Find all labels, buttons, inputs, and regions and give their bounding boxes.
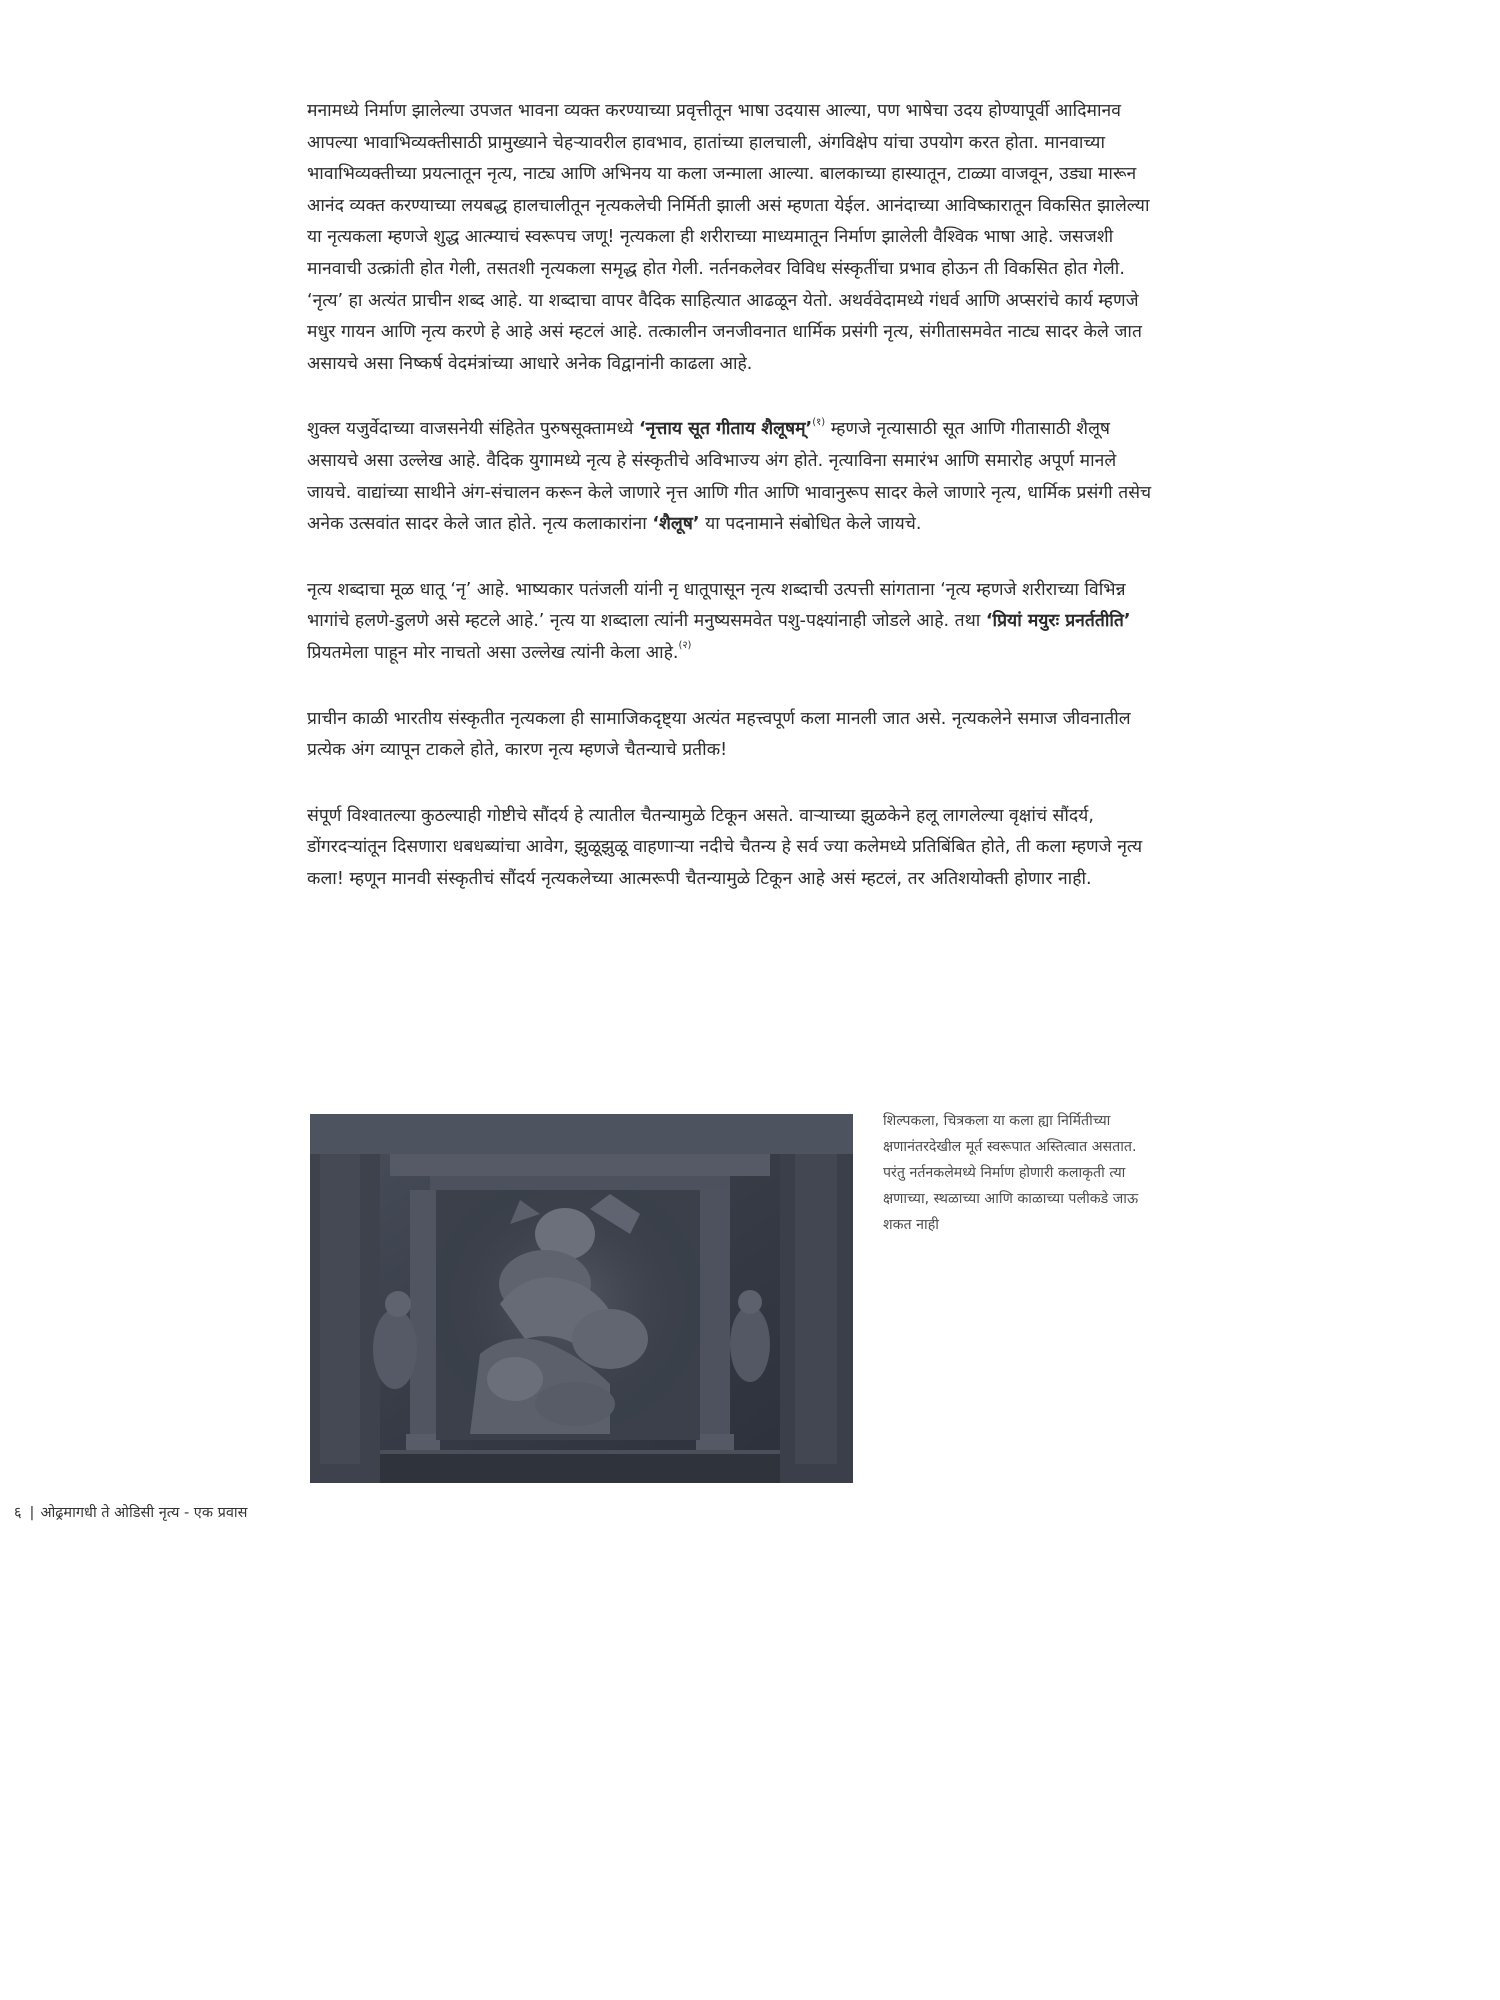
footnote-ref-2: (२) bbox=[678, 640, 692, 652]
photo-caption: शिल्पकला, चित्रकला या कला ह्या निर्मितीच्या क्षणानंतरदेखील मूर्त स्वरूपात अस्तित्वात असतात. परंतु नर्तनकलेमध्ये निर्माण होणारी कलाकृती त्या क्षणाच्या, स्थळाच्या आणि काळाच्या पलीकडे जाऊ शकत नाही bbox=[883, 1113, 1139, 1233]
footer-separator: | bbox=[29, 1505, 35, 1521]
term-shailush: ‘शैलूष’ bbox=[652, 514, 700, 535]
quote-priyam-mayurah: ‘प्रियां मयुरः प्रनर्ततीति’ bbox=[985, 611, 1131, 632]
page-number: ६ bbox=[14, 1505, 22, 1521]
temple-relief-illustration bbox=[310, 1114, 853, 1483]
paragraph-3 bbox=[307, 575, 1157, 670]
sculpture-photo bbox=[310, 1114, 853, 1483]
body-text bbox=[307, 96, 1157, 929]
paragraph-3-text-start: नृत्य शब्दाचा मूळ धातू ‘नृ’ आहे. भाष्यकार पतंजली यांनी नृ धातूपासून नृत्य शब्दाची उत्पत्ती सांगताना ‘नृत्य म्हणजे शरीराच्या विभिन्न भागांचे हलणे-डुलणे असे म्हटले आहे.’ नृत्य या शब्दाला त्यांनी मनुष्यसमवेत पशु-पक्ष्यांनाही जोडले आहे. तथा bbox=[307, 579, 1126, 632]
paragraph-4: प्राचीन काळी भारतीय संस्कृतीत नृत्यकला ही सामाजिकदृष्ट्या अत्यंत महत्त्वपूर्ण कला मानली जात असे. नृत्यकलेने समाज जीवनातील प्रत्येक अंग व्यापून टाकले होते, कारण नृत्य म्हणजे चैतन्याचे प्रतीक! bbox=[307, 708, 1131, 761]
page-footer bbox=[14, 1502, 247, 1522]
paragraph-2 bbox=[307, 414, 1157, 540]
paragraph-5: संपूर्ण विश्वातल्या कुठल्याही गोष्टीचे सौंदर्य हे त्यातील चैतन्यामुळे टिकून असते. वाऱ्याच्या झुळकेने हलू लागलेल्या वृक्षांचं सौंदर्य, डोंगरदऱ्यांतून दिसणारा धबधब्यांचा आवेग, झुळूझुळू वाहणाऱ्या नदीचे चैतन्य हे सर्व ज्या कलेमध्ये प्रतिबिंबित होते, ती कला म्हणजे नृत्य कला! म्हणून मानवी संस्कृतीचं सौंदर्य नृत्यकलेच्या आत्मरूपी चैतन्यामुळे टिकून आहे असं म्हटलं, तर अतिशयोक्ती होणार नाही. bbox=[307, 805, 1143, 889]
quote-nrittaya: ‘नृत्ताय सूत गीताय शैलूषम्’ bbox=[638, 419, 813, 440]
paragraph-3-text-end: प्रियतमेला पाहून मोर नाचतो असा उल्लेख त्यांनी केला आहे. bbox=[307, 642, 679, 663]
paragraph-2-text-end: या पदनामाने संबोधित केले जायचे. bbox=[699, 514, 922, 535]
book-title: ओढ्रमागधी ते ओडिसी नृत्य - एक प्रवास bbox=[40, 1505, 248, 1521]
paragraph-2-text-start: शुक्ल यजुर्वेदाच्या वाजसनेयी संहितेत पुरुषसूक्तामध्ये bbox=[307, 419, 639, 440]
paragraph-2-text-mid: म्हणजे नृत्यासाठी सूत आणि गीतासाठी शैलूष असायचे असा उल्लेख आहे. वैदिक युगामध्ये नृत्य हे संस्कृतीचे अविभाज्य अंग होते. नृत्याविना समारंभ आणि समारोह अपूर्ण मानले जायचे. वाद्यांच्या साथीने अंग-संचालन करून केले जाणारे नृत्त आणि गीत आणि भावानुरूप सादर केले जाणारे नृत्य, धार्मिक प्रसंगी तसेच अनेक उत्सवांत सादर केले जात होते. नृत्य कलाकारांना bbox=[307, 419, 1152, 535]
paragraph-1: मनामध्ये निर्माण झालेल्या उपजत भावना व्यक्त करण्याच्या प्रवृत्तीतून भाषा उदयास आल्या, पण भाषेचा उदय होण्यापूर्वी आदिमानव आपल्या भावाभिव्यक्तीसाठी प्रामुख्याने चेहऱ्यावरील हावभाव, हातांच्या हालचाली, अंगविक्षेप यांचा उपयोग करत होता. मानवाच्या भावाभिव्यक्तीच्या प्रयत्नातून नृत्य, नाट्य आणि अभिनय या कला जन्माला आल्या. बालकाच्या हास्यातून, टाळ्या वाजवून, उड्या मारून आनंद व्यक्त करण्याच्या लयबद्ध हालचालीतून नृत्यकलेची निर्मिती झाली असं म्हणता येईल. आनंदाच्या आविष्कारातून विकसित झालेल्या या नृत्यकला म्हणजे शुद्ध आत्म्याचं स्वरूपच जणू! नृत्यकला ही शरीराच्या माध्यमातून निर्माण झालेली वैश्विक भाषा आहे. जसजशी मानवाची उत्क्रांती होत गेली, तसतशी नृत्यकला समृद्ध होत गेली. नर्तनकलेवर विविध संस्कृतींचा प्रभाव होऊन ती विकसित होत गेली. ‘नृत्य’ हा अत्यंत प्राचीन शब्द आहे. या शब्दाचा वापर वैदिक साहित्यात आढळून येतो. अथर्ववेदामध्ये गंधर्व आणि अप्सरांचे कार्य म्हणजे मधुर गायन आणि नृत्य करणे हे आहे असं म्हटलं आहे. तत्कालीन जनजीवनात धार्मिक प्रसंगी नृत्य, संगीतासमवेत नाट्य सादर केले जात असायचे असा निष्कर्ष वेदमंत्रांच्या आधारे अनेक विद्वानांनी काढला आहे. bbox=[307, 101, 1150, 374]
footnote-ref-1: (१) bbox=[812, 416, 826, 428]
